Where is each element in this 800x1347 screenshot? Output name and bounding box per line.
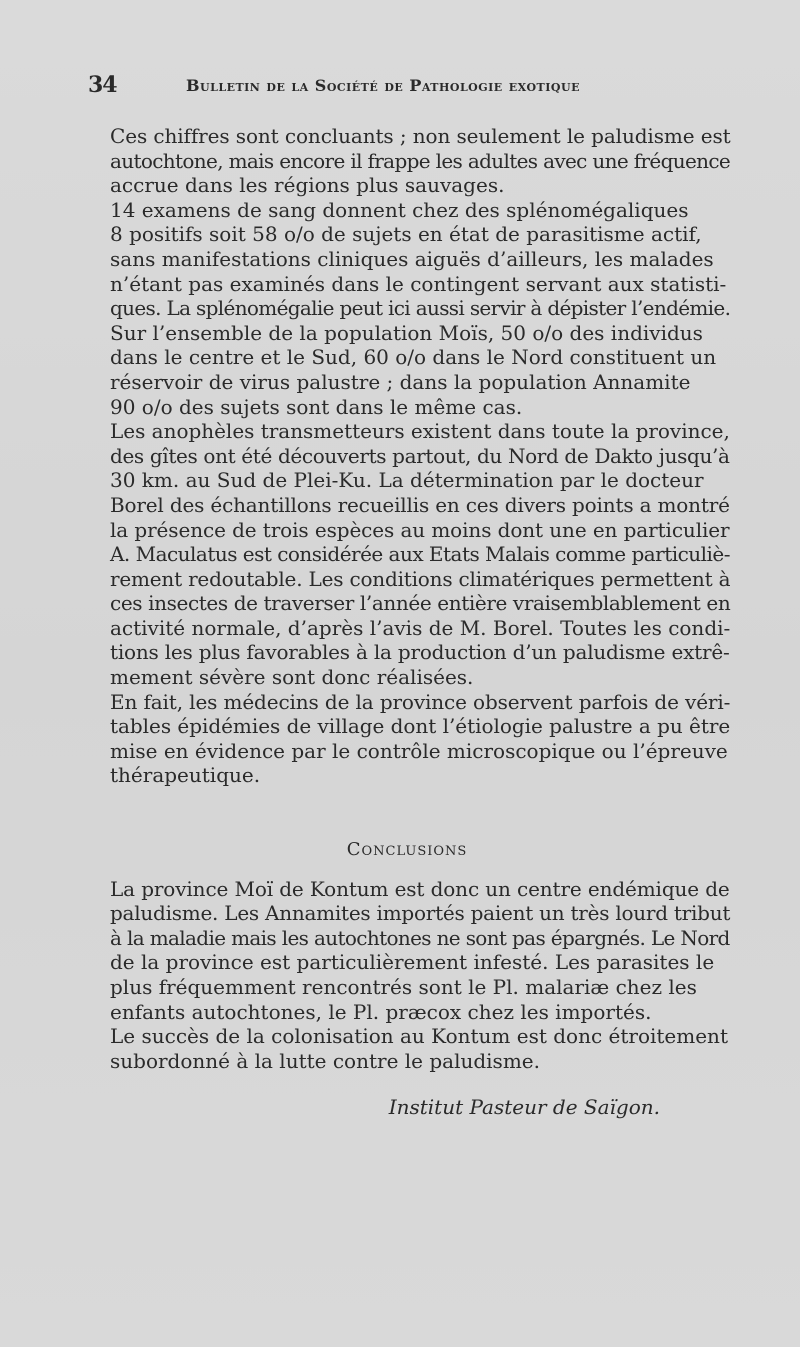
text-line: tables épidémies de village dont l’étiologie palustre a pu être bbox=[110, 714, 731, 739]
text-line: mise en évidence par le contrôle microscopique ou l’épreuve bbox=[110, 738, 728, 763]
paragraph-3 bbox=[84, 321, 730, 419]
text-line: ques. La splénomégalie peut ici aussi servir à dépister l’endémie. bbox=[110, 296, 731, 321]
paragraph-2 bbox=[84, 198, 730, 321]
text-line: thérapeutique. bbox=[110, 763, 261, 788]
page-header bbox=[88, 72, 728, 106]
text-line: 90 o/o des sujets sont dans le même cas. bbox=[110, 394, 523, 419]
text-line: dans le centre et le Sud, 60 o/o dans le Nord constituent un bbox=[110, 345, 717, 370]
text-line: autochtone, mais encore il frappe les adultes avec une fréquence bbox=[110, 148, 731, 173]
text-line: Les anophèles transmetteurs existent dans toute la province, bbox=[110, 419, 730, 444]
text-line: la présence de trois espèces au moins dont une en particulier bbox=[110, 517, 730, 542]
text-line: à la maladie mais les autochtones ne sont pas épargnés. Le Nord bbox=[110, 925, 730, 950]
conclusion-paragraph-1 bbox=[84, 877, 730, 1025]
conclusion-paragraph-2 bbox=[84, 1024, 730, 1073]
text-line: La province Moï de Kontum est donc un centre endémique de bbox=[110, 876, 730, 901]
body-text bbox=[84, 124, 730, 1120]
text-line: de la province est particulièrement infesté. Les parasites le bbox=[110, 950, 715, 975]
text-line: subordonné à la lutte contre le paludisme. bbox=[110, 1048, 540, 1073]
text-line: 30 km. au Sud de Plei-Ku. La détermination par le docteur bbox=[110, 468, 704, 493]
text-line: 8 positifs soit 58 o/o de sujets en état de parasitisme actif, bbox=[110, 222, 702, 247]
text-line: Le succès de la colonisation au Kontum est donc étroitement bbox=[110, 1024, 728, 1049]
signature: Institut Pasteur de Saïgon. bbox=[388, 1095, 660, 1120]
paragraph-5 bbox=[84, 690, 730, 788]
text-line: réservoir de virus palustre ; dans la population Annamite bbox=[110, 369, 691, 394]
section-heading: Conclusions bbox=[346, 839, 468, 861]
text-line: sans manifestations cliniques aiguës d’ailleurs, les malades bbox=[110, 246, 714, 271]
text-line: n’étant pas examinés dans le contingent servant aux statisti- bbox=[110, 271, 727, 296]
text-line: ces insectes de traverser l’année entière vraisemblablement en bbox=[110, 591, 731, 616]
paragraph-4 bbox=[84, 419, 730, 690]
text-line: enfants autochtones, le Pl. præcox chez les importés. bbox=[110, 999, 652, 1024]
text-line: Borel des échantillons recueillis en ces divers points a montré bbox=[110, 492, 730, 517]
text-line: tions les plus favorables à la production d’un paludisme extrê- bbox=[110, 640, 730, 665]
text-line: En fait, les médecins de la province observent parfois de véri- bbox=[110, 689, 731, 714]
text-line: Sur l’ensemble de la population Moïs, 50 o/o des individus bbox=[110, 320, 703, 345]
text-line: activité normale, d’après l’avis de M. Borel. Toutes les condi- bbox=[110, 615, 731, 640]
running-head: Bulletin de la Société de Pathologie exotique bbox=[186, 76, 580, 95]
page-number: 34 bbox=[88, 72, 117, 98]
text-line: accrue dans les régions plus sauvages. bbox=[110, 173, 505, 198]
text-line: rement redoutable. Les conditions climatériques permettent à bbox=[110, 566, 731, 591]
text-line: 14 examens de sang donnent chez des splénomégaliques bbox=[110, 197, 689, 222]
text-line: mement sévère sont donc réalisées. bbox=[110, 665, 474, 690]
text-line: paludisme. Les Annamites importés paient un très lourd tribut bbox=[110, 901, 731, 926]
text-line: plus fréquemment rencontrés sont le Pl. malariæ chez les bbox=[110, 975, 697, 999]
paragraph-1 bbox=[84, 124, 730, 198]
text-line: des gîtes ont été découverts partout, du Nord de Dakto jusqu’à bbox=[110, 443, 730, 468]
text-line: A. Maculatus est considérée aux Etats Malais comme particuliè- bbox=[110, 542, 730, 567]
text-line: Ces chiffres sont concluants ; non seulement le paludisme est bbox=[110, 124, 731, 148]
